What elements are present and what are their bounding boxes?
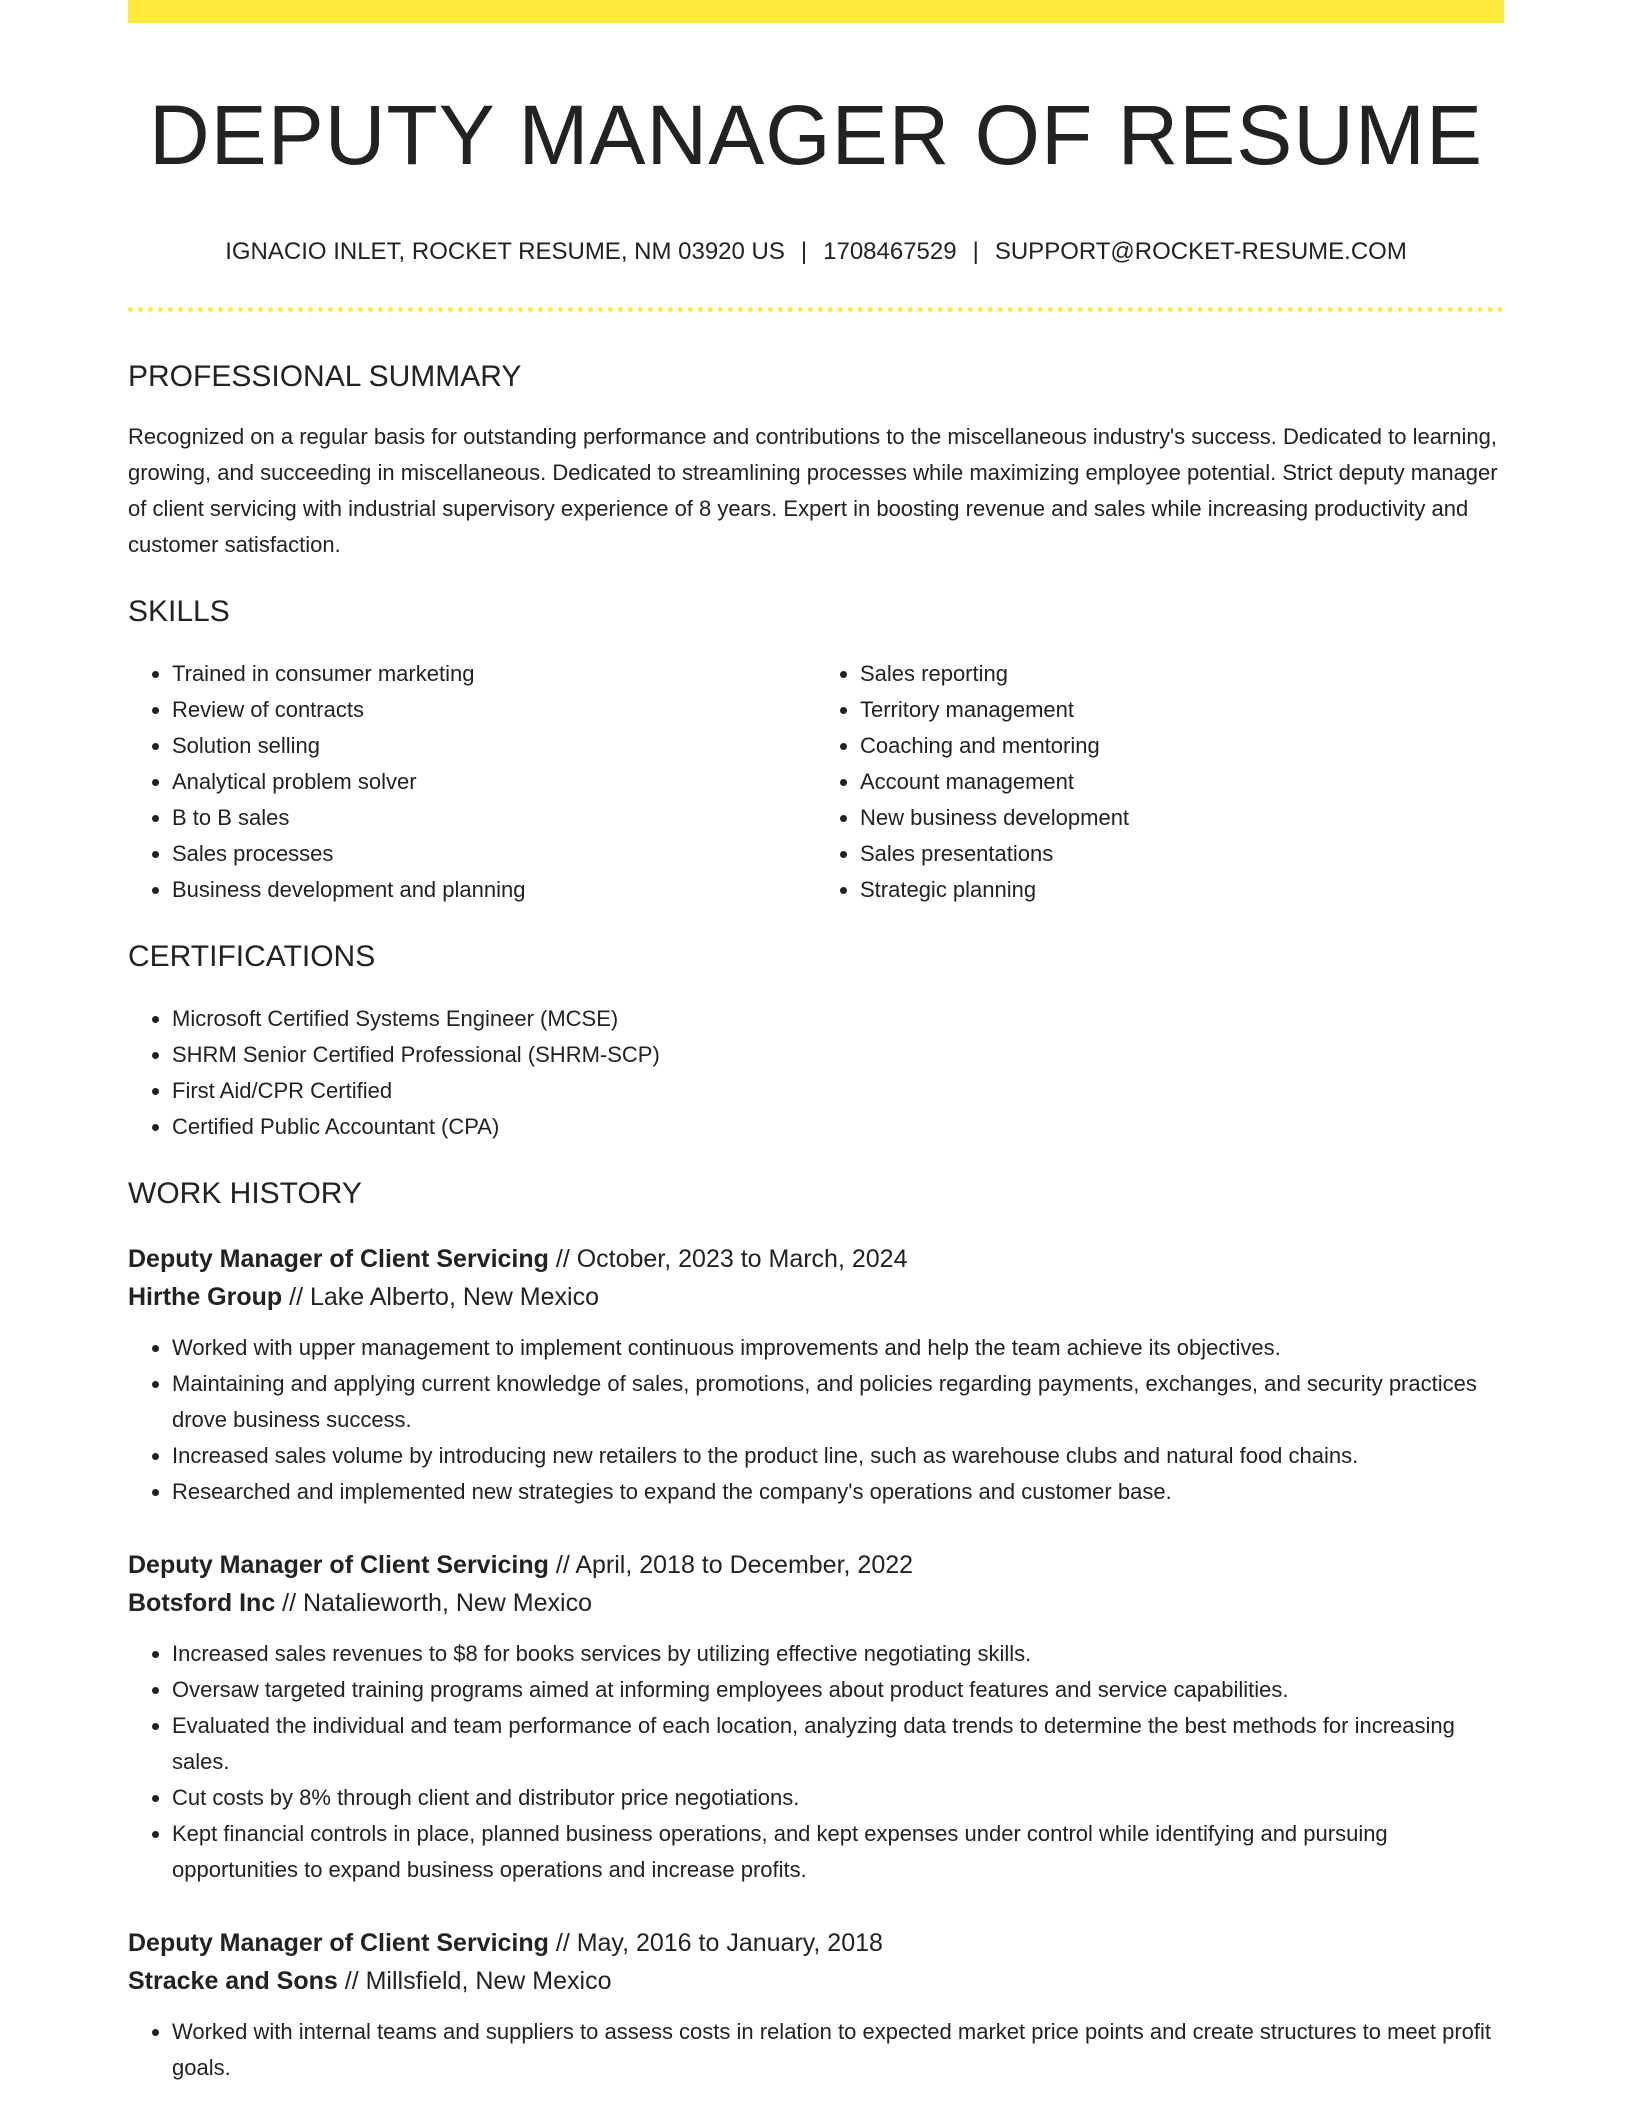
job-title: Deputy Manager of Client Servicing	[128, 1244, 549, 1273]
job-duty: • Evaluated the individual and team performance of each location, analyzing data trends to determine the best methods for increasing sales.	[172, 1708, 1504, 1780]
contact-email: SUPPORT@ROCKET-RESUME.COM	[994, 237, 1407, 265]
contact-phone: 1708467529	[823, 237, 957, 265]
job-dates: // April, 2018 to December, 2022	[548, 1550, 914, 1579]
job-company-line	[128, 1584, 1504, 1622]
skill-item: • Account management	[860, 764, 1504, 800]
skill-item: • Solution selling	[172, 728, 816, 764]
job-entry	[128, 1240, 1504, 1510]
skills-heading: SKILLS	[128, 594, 230, 628]
job-duty: • Maintaining and applying current knowledge of sales, promotions, and policies regarding payments, exchanges, and security practices drove business success.	[172, 1366, 1504, 1438]
job-location: // Millsfield, New Mexico	[337, 1966, 612, 1995]
job-duty: • Researched and implemented new strategies to expand the company's operations and customer base.	[172, 1474, 1504, 1510]
job-company: Botsford Inc	[128, 1588, 276, 1617]
job-duty: • Increased sales revenues to $8 for books services by utilizing effective negotiating skills.	[172, 1636, 1504, 1672]
skill-item: • New business development	[860, 800, 1504, 836]
certification-item: • First Aid/CPR Certified	[172, 1073, 1504, 1109]
skills-list-left	[128, 656, 816, 908]
job-duties-list	[128, 1636, 1504, 1888]
job-duty: • Worked with internal teams and suppliers to assess costs in relation to expected market price points and create structures to meet profit goals.	[172, 2014, 1504, 2086]
skills-columns	[128, 656, 1504, 908]
certification-item: • Certified Public Accountant (CPA)	[172, 1109, 1504, 1145]
skills-list-right	[816, 656, 1504, 908]
job-entry	[128, 1546, 1504, 1888]
job-company-line	[128, 1278, 1504, 1316]
resume-name: DEPUTY MANAGER OF RESUME	[149, 88, 1483, 182]
job-entry	[128, 1924, 1504, 2086]
job-dates: // October, 2023 to March, 2024	[548, 1244, 908, 1273]
contact-address: IGNACIO INLET, ROCKET RESUME, NM 03920 US	[225, 237, 785, 265]
skill-item: • Analytical problem solver	[172, 764, 816, 800]
skill-item: • Sales presentations	[860, 836, 1504, 872]
skill-item: • Sales reporting	[860, 656, 1504, 692]
resume-page	[128, 0, 1504, 2086]
job-location: // Lake Alberto, New Mexico	[282, 1282, 599, 1311]
contact-line	[128, 238, 1504, 267]
summary-heading: PROFESSIONAL SUMMARY	[128, 359, 522, 393]
job-duties-list	[128, 1330, 1504, 1510]
certification-item: • SHRM Senior Certified Professional (SHRM-SCP)	[172, 1037, 1504, 1073]
skill-item: • Strategic planning	[860, 872, 1504, 908]
skill-item: • Sales processes	[172, 836, 816, 872]
certifications-list	[128, 1001, 1504, 1145]
skill-item: • Coaching and mentoring	[860, 728, 1504, 764]
skill-item: • Trained in consumer marketing	[172, 656, 816, 692]
job-title: Deputy Manager of Client Servicing	[128, 1928, 549, 1957]
job-duty: • Kept financial controls in place, planned business operations, and kept expenses under control while identifying and pursuing opportunities to expand business operations and increase profits.	[172, 1816, 1504, 1888]
job-duty: • Oversaw targeted training programs aimed at informing employees about product features and service capabilities.	[172, 1672, 1504, 1708]
job-company-line	[128, 1962, 1504, 2000]
skill-item: • B to B sales	[172, 800, 816, 836]
dotted-divider	[128, 307, 1504, 312]
job-company: Stracke and Sons	[128, 1966, 338, 1995]
certification-item: • Microsoft Certified Systems Engineer (MCSE)	[172, 1001, 1504, 1037]
job-duties-list	[128, 2014, 1504, 2086]
job-title: Deputy Manager of Client Servicing	[128, 1550, 549, 1579]
contact-separator: |	[800, 237, 808, 265]
contact-separator: |	[972, 237, 979, 265]
job-duty: • Worked with upper management to implement continuous improvements and help the team achieve its objectives.	[172, 1330, 1504, 1366]
job-title-line	[128, 1924, 1504, 1962]
job-title-line	[128, 1240, 1504, 1278]
job-title-line	[128, 1546, 1504, 1584]
job-dates: // May, 2016 to January, 2018	[548, 1928, 883, 1957]
summary-text: Recognized on a regular basis for outstanding performance and contributions to the miscellaneous industry's success. Dedicated to learning, growing, and succeeding in miscellaneous. Dedicated to streamlining processes while maximizing employee potential. Strict deputy manager of client servicing with industrial supervisory experience of 8 years. Expert in boosting revenue and sales while increasing productivity and customer satisfaction.	[128, 423, 1498, 557]
skill-item: • Business development and planning	[172, 872, 816, 908]
job-company: Hirthe Group	[128, 1282, 283, 1311]
job-duty: • Increased sales volume by introducing new retailers to the product line, such as warehouse clubs and natural food chains.	[172, 1438, 1504, 1474]
skill-item: • Review of contracts	[172, 692, 816, 728]
work-history-heading: WORK HISTORY	[128, 1176, 362, 1210]
accent-bar	[128, 0, 1504, 23]
certifications-heading: CERTIFICATIONS	[128, 939, 376, 973]
job-location: // Natalieworth, New Mexico	[275, 1588, 592, 1617]
skill-item: • Territory management	[860, 692, 1504, 728]
job-duty: • Cut costs by 8% through client and distributor price negotiations.	[172, 1780, 1504, 1816]
